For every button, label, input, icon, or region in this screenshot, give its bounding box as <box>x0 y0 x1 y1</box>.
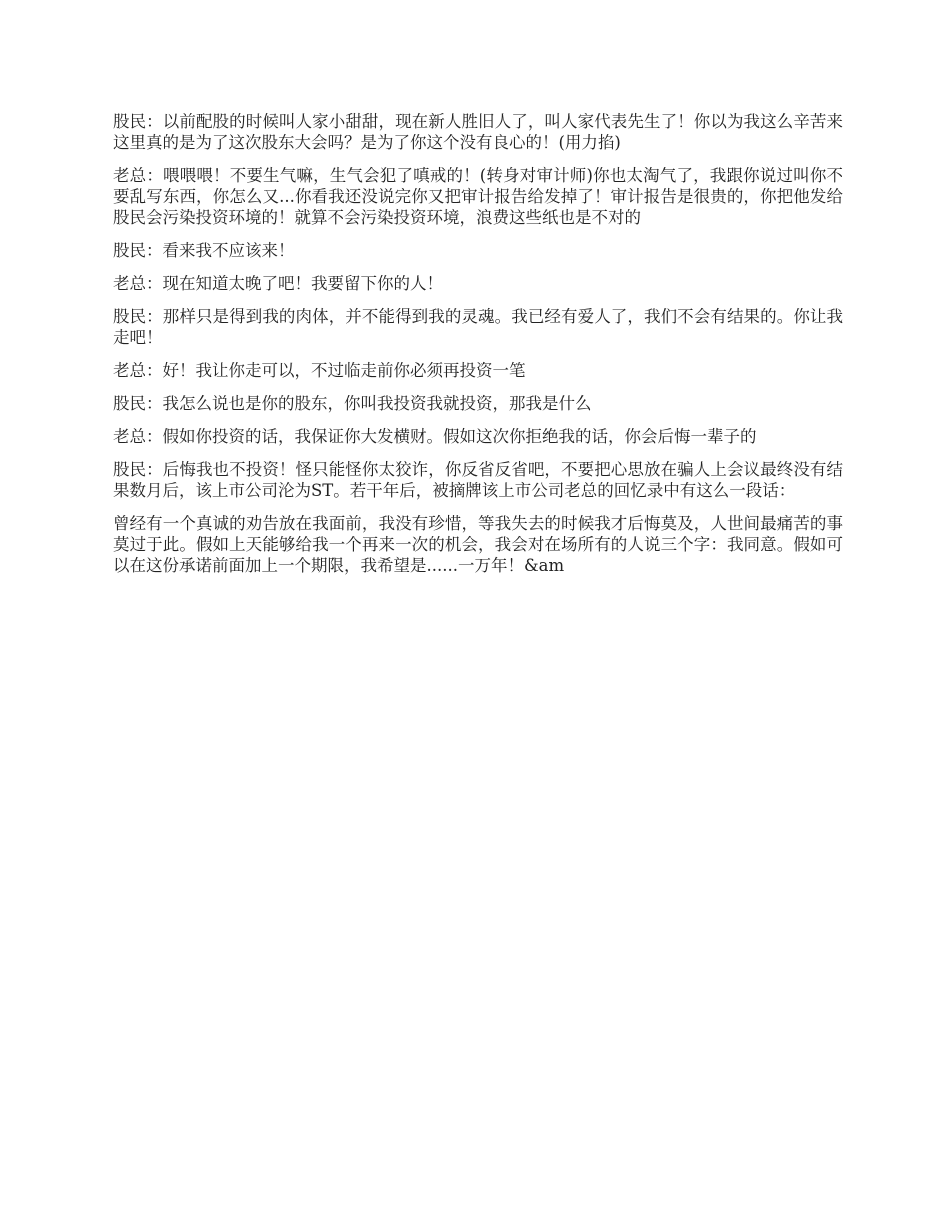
document-body <box>113 111 843 588</box>
paragraph-4: 老总：现在知道太晚了吧！我要留下你的人！ <box>113 274 443 293</box>
paragraph-5: 股民：那样只是得到我的肉体，并不能得到我的灵魂。我已经有爱人了，我们不会有结果的。你让我走吧！ <box>113 307 843 347</box>
paragraph-6: 老总：好！我让你走可以，不过临走前你必须再投资一笔 <box>113 361 526 380</box>
paragraph-9: 股民：后悔我也不投资！怪只能怪你太狡诈，你反省反省吧，不要把心思放在骗人上会议最终没有结果数月后，该上市公司沦为ST。若干年后，被摘牌该上市公司老总的回忆录中有这么一段话： <box>113 460 843 500</box>
paragraph-1: 股民：以前配股的时候叫人家小甜甜，现在新人胜旧人了，叫人家代表先生了！你以为我这么辛苦来这里真的是为了这次股东大会吗？是为了你这个没有良心的！(用力掐) <box>113 112 843 152</box>
paragraph-2: 老总：喂喂喂！不要生气嘛，生气会犯了嗔戒的！(转身对审计师)你也太淘气了，我跟你说过叫你不要乱写东西，你怎么又...你看我还没说完你又把审计报告给发掉了！审计报告是很贵的，你把他发给股民会污染投资环境的！就算不会污染投资环境，浪费这些纸也是不对的 <box>113 166 843 227</box>
paragraph-10: 曾经有一个真诚的劝告放在我面前，我没有珍惜，等我失去的时候我才后悔莫及，人世间最痛苦的事莫过于此。假如上天能够给我一个再来一次的机会，我会对在场所有的人说三个字：我同意。假如可以在这份承诺前面加上一个期限，我希望是......一万年！&am <box>113 514 843 575</box>
paragraph-3: 股民：看来我不应该来！ <box>113 241 295 260</box>
paragraph-8: 老总：假如你投资的话，我保证你大发横财。假如这次你拒绝我的话，你会后悔一辈子的 <box>113 427 757 446</box>
paragraph-7: 股民：我怎么说也是你的股东，你叫我投资我就投资，那我是什么 <box>113 394 592 413</box>
